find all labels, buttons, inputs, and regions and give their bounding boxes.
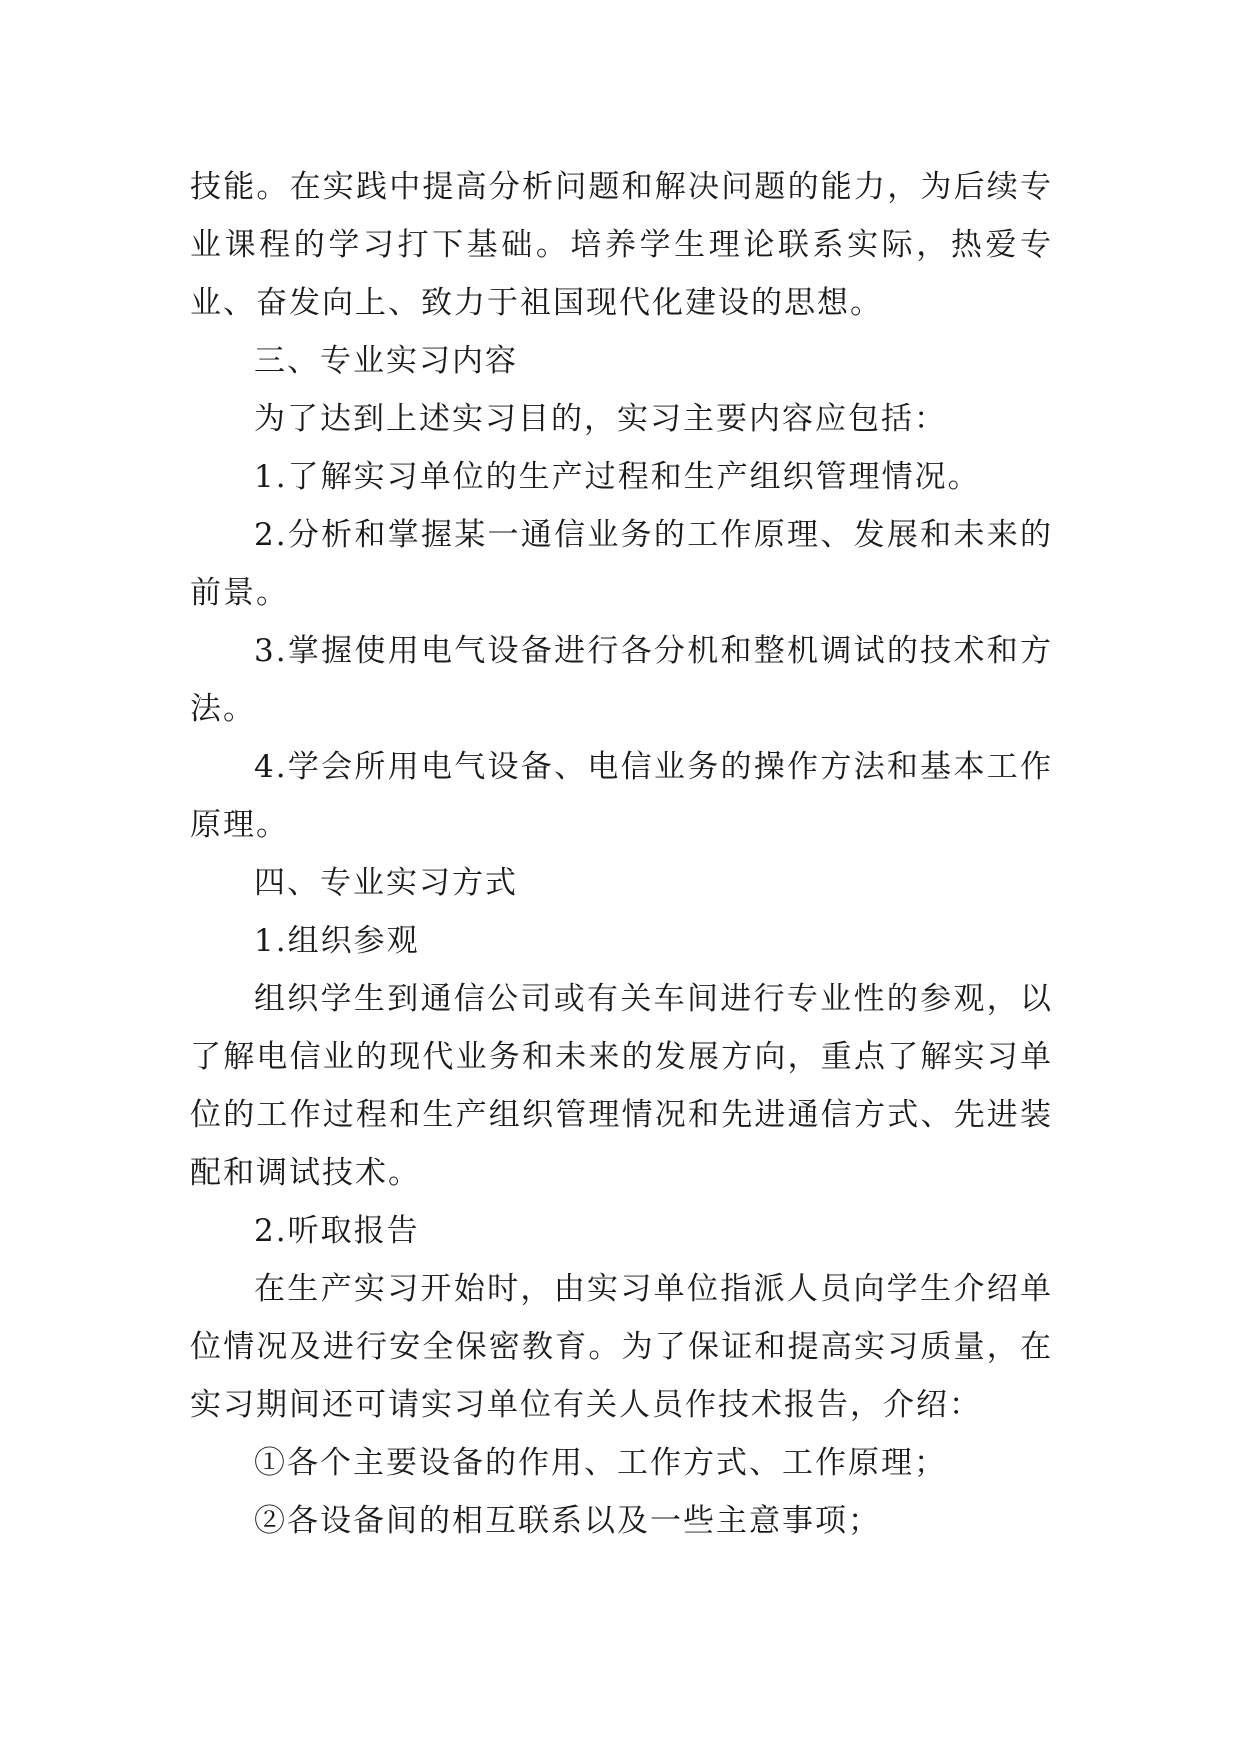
subheading-attend-report: 2.听取报告 [254,1213,420,1249]
list-item-content-1: 1.了解实习单位的生产过程和生产组织管理情况。 [254,459,981,495]
paragraph-content-intro: 为了达到上述实习目的，实习主要内容应包括： [254,401,947,437]
list-item-content-4: 4.学会所用电气设备、电信业务的操作方法和基本工作原理。 [190,749,1053,843]
list-item-content-3: 3.掌握使用电气设备进行各分机和整机调试的技术和方法。 [190,633,1053,727]
section-heading-internship-method: 四、专业实习方式 [254,865,518,901]
paragraph-visit-details: 组织学生到通信公司或有关车间进行专业性的参观，以了解电信业的现代业务和未来的发展方向，重点了解实习单位的工作过程和生产组织管理情况和先进通信方式、先进装配和调试技术。 [190,981,1053,1191]
list-item-report-2: ②各设备间的相互联系以及一些主意事项； [254,1503,881,1539]
list-item-report-1: ①各个主要设备的作用、工作方式、工作原理； [254,1445,947,1481]
section-heading-internship-content: 三、专业实习内容 [254,343,518,379]
document-body [190,158,1053,1550]
paragraph-continuation: 技能。在实践中提高分析问题和解决问题的能力，为后续专业课程的学习打下基础。培养学生理论联系实际，热爱专业、奋发向上、致力于祖国现代化建设的思想。 [190,169,1053,321]
list-item-content-2: 2.分析和掌握某一通信业务的工作原理、发展和未来的前景。 [190,517,1053,611]
paragraph-report-details: 在生产实习开始时，由实习单位指派人员向学生介绍单位情况及进行安全保密教育。为了保证和提高实习质量，在实习期间还可请实习单位有关人员作技术报告，介绍： [190,1271,1053,1423]
subheading-organize-visit: 1.组织参观 [254,923,420,959]
